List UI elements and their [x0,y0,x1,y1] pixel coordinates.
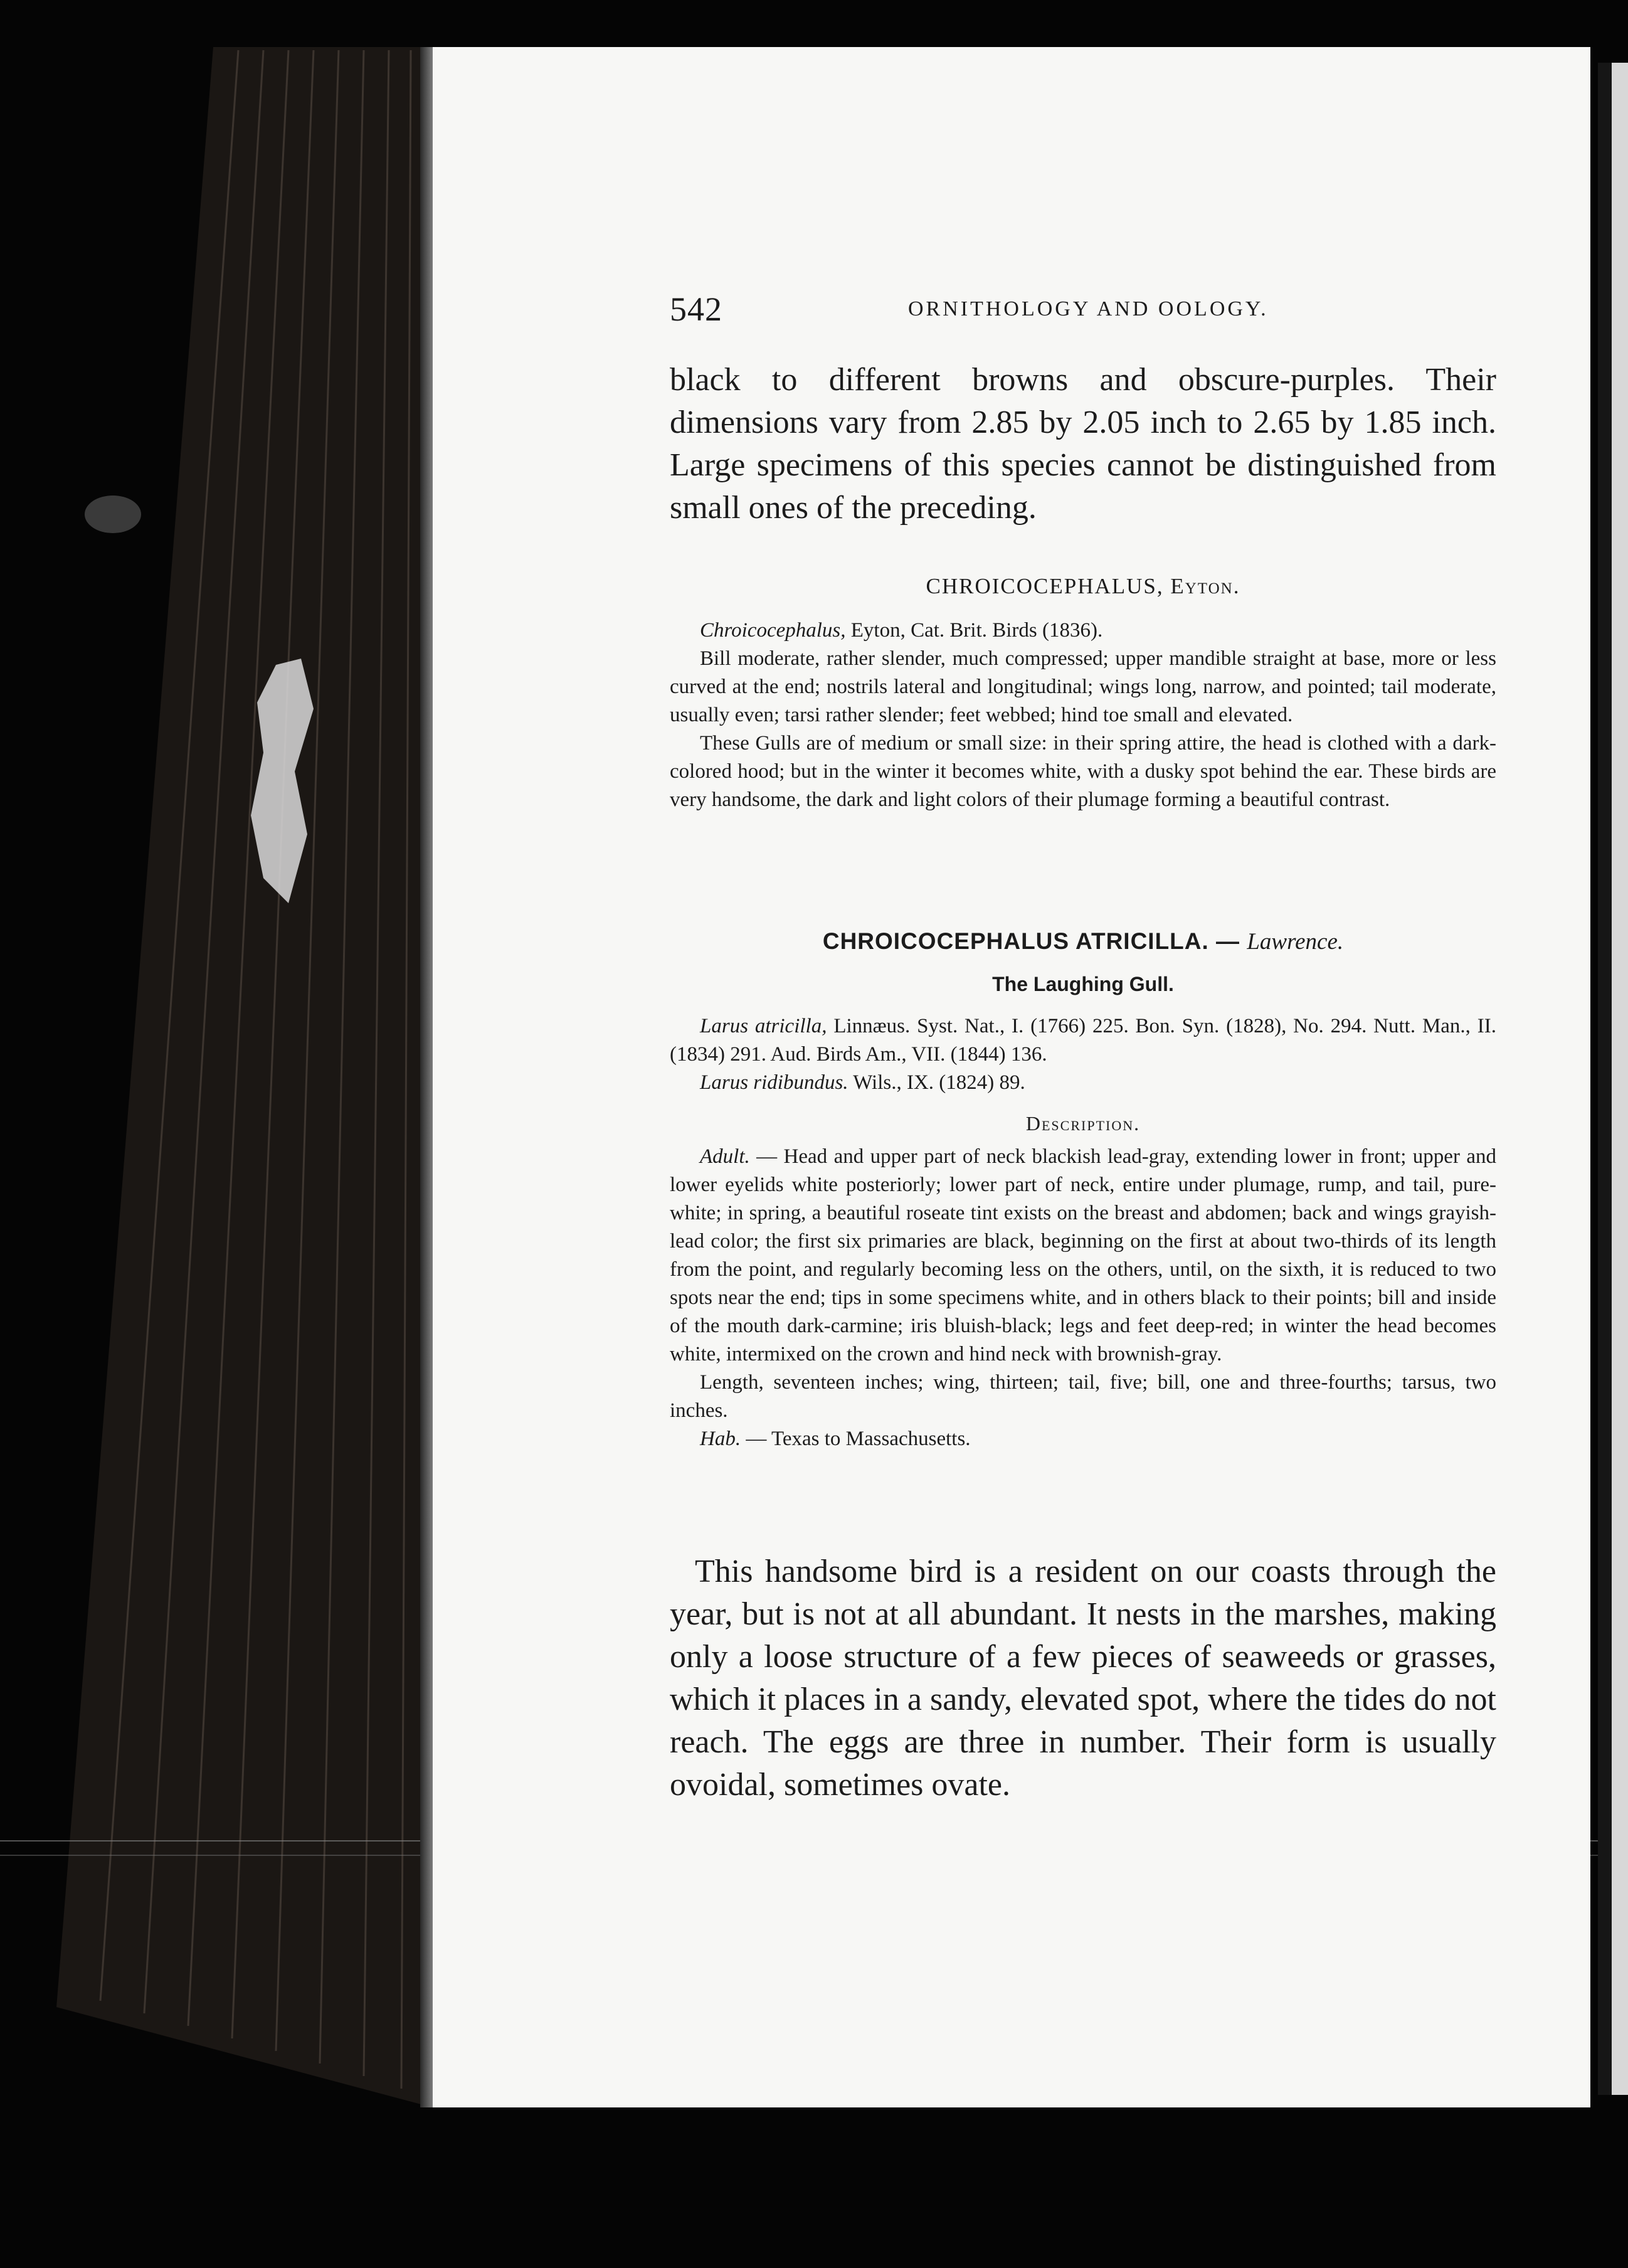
genus-section [670,574,1496,814]
habitat-text: — Texas to Massachusetts. [741,1428,971,1450]
genus-heading-name: CHROICOCEPHALUS, [926,574,1164,598]
description-heading: Description. [1025,1112,1141,1135]
genus-citation [670,617,1496,645]
page-number: 542 [670,290,722,328]
running-title: ORNITHOLOGY AND OOLOGY. [908,297,1269,321]
genus-heading [670,574,1496,599]
genus-heading-authority: Eyton. [1170,574,1240,598]
glare-spot [85,495,141,533]
genus-description: Bill moderate, rather slender, much compressed; upper mandible straight at base, more or less curved at the end; nostrils lateral and longitudinal; wings long, narrow, and pointed; tail moderate, usually even; tarsi rather slender; feet webbed; hind toe small and elevated. [670,647,1496,726]
synonym2-rest: Wils., IX. (1824) 89. [848,1071,1025,1094]
species-common-name: The Laughing Gull. [992,973,1174,995]
continued-paragraph-block [670,359,1496,529]
synonym2-name: Larus ridibundus. [700,1071,848,1094]
measurements: Length, seventeen inches; wing, thirteen; tail, five; bill, one and three-fourths; tarsus, two inches. [670,1371,1496,1422]
species-name: CHROICOCEPHALUS ATRICILLA. — [822,928,1240,954]
species-section [670,928,1496,1453]
synonym-entry-1 [670,1012,1496,1069]
species-authority: Lawrence. [1247,929,1344,955]
adjacent-page-edge [1598,63,1628,2095]
adult-description [670,1143,1496,1369]
synonym1-rest: Linnæus. Syst. Nat., I. (1766) 225. Bon. Syn. (1828), No. 294. Nutt. Man., II. (1834) 291. Aud. Birds Am., VII. (1844) 136. [670,1015,1496,1066]
adult-text: — Head and upper part of neck blackish lead-gray, extending lower in front; upper and lower eyelids white posteriorly; lower part of neck, entire under plumage, rump, and tail, pure-white; in spring, a beautiful roseate tint exists on the breast and abdomen; back and wings grayish-lead color; the first six primaries are black, beginning on the first at about two-thirds of its length from the point, and regularly becoming less on the others, until, on the sixth, it is reduced to two spots near the end; tips in some specimens white, and in others black to their points; bill and inside of the mouth dark-carmine; iris bluish-black; legs and feet deep-red; in winter the head becomes white, intermixed on the crown and hind neck with brownish-gray. [670,1145,1496,1365]
genus-citation-rest: Eyton, Cat. Brit. Birds (1836). [845,619,1103,642]
synonym-entry-2 [670,1069,1496,1097]
running-head [670,290,1496,334]
continued-paragraph: black to different browns and obscure-purples. Their dimensions vary from 2.85 by 2.05 inch to 2.65 by 1.85 inch. Large specimens of this species cannot be distinguished from small ones of the preceding. [670,362,1496,526]
genus-citation-name: Chroicocephalus, [700,619,846,642]
habitat-label: Hab. [700,1428,741,1450]
genus-notes: These Gulls are of medium or small size: in their spring attire, the head is clothed with a dark-colored hood; but in the winter it becomes white, with a dusky spot behind the ear. These birds are very handsome, the dark and light colors of their plumage forming a beautiful contrast. [670,732,1496,811]
habitat-line [670,1425,1496,1453]
synonym1-name: Larus atricilla, [700,1015,827,1037]
species-heading [670,928,1496,955]
adult-label: Adult. [700,1145,750,1168]
closing-paragraph-block [670,1550,1496,1806]
closing-paragraph: This handsome bird is a resident on our coasts through the year, but is not at all abundant. It nests in the marshes, making only a loose structure of a few pieces of seaweeds or grasses, which it places in a sandy, elevated spot, where the tides do not reach. The eggs are three in number. Their form is usually ovoidal, sometimes ovate. [670,1554,1496,1803]
